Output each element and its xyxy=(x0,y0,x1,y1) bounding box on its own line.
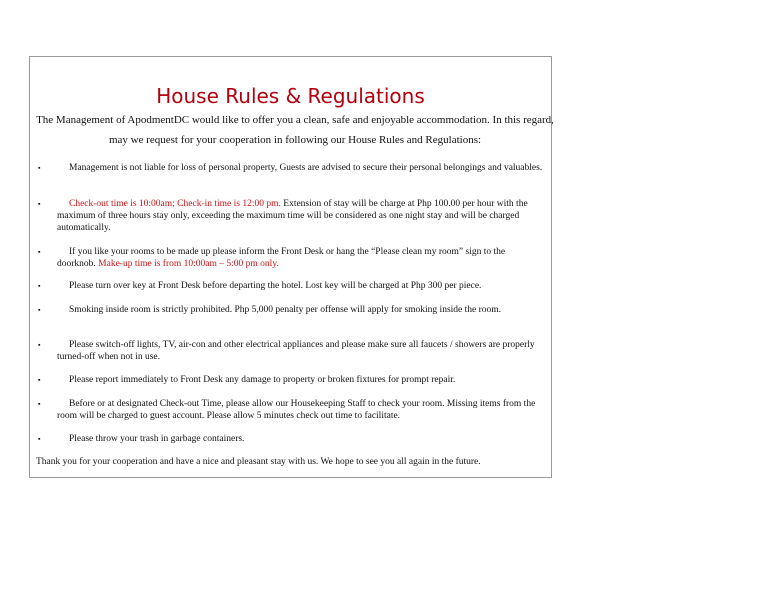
rule-item-9 xyxy=(38,433,546,445)
rule-text xyxy=(57,433,546,445)
bullet-icon: ▪ xyxy=(38,306,41,314)
rule-item-1 xyxy=(38,162,546,174)
rule-body: Please throw your trash in garbage containers. xyxy=(69,434,245,444)
rule-text xyxy=(57,374,546,386)
bullet-icon: ▪ xyxy=(38,435,41,443)
bullet-icon: ▪ xyxy=(38,376,41,384)
bullet-icon: ▪ xyxy=(38,164,41,172)
bullet-icon: ▪ xyxy=(38,248,41,256)
rule-item-5 xyxy=(38,304,546,316)
closing-paragraph: Thank you for your cooperation and have a nice and pleasant stay with us. We hope to see you all again in the future. xyxy=(36,457,481,467)
rule-item-7 xyxy=(38,374,546,386)
bullet-icon: ▪ xyxy=(38,200,41,208)
rule-body: If you like your rooms to be made up please inform the Front Desk or hang the “Please clean my room” sign to the doorknob. xyxy=(57,247,506,270)
rule-body: Please switch-off lights, TV, air-con and other electrical appliances and please make sure all faucets / showers are properly turned-off when not in use. xyxy=(57,340,535,363)
rule-text xyxy=(57,246,546,270)
rule-text xyxy=(57,198,546,235)
bullet-icon: ▪ xyxy=(38,282,41,290)
rule-item-4 xyxy=(38,280,546,292)
rule-text xyxy=(57,304,546,316)
rule-body: Before or at designated Check-out Time, please allow our Housekeeping Staff to check your room. Missing items from the room will be charged to guest account. Please allow 5 minutes check out time to facilitate. xyxy=(57,399,536,422)
bullet-icon: ▪ xyxy=(38,400,41,408)
checkin-times-highlight: Check-out time is 10:00am; Check-in time is 12:00 pm. xyxy=(69,199,281,209)
rule-text xyxy=(57,162,546,174)
rule-text xyxy=(57,280,546,292)
intro-paragraph: The Management of ApodmentDC would like to offer you a clean, safe and enjoyable accommodation. In this regard, may we request for your cooperation in following our House Rules and Regulations: xyxy=(36,114,554,146)
rule-item-6 xyxy=(38,339,546,363)
rule-item-3 xyxy=(38,246,546,270)
rule-text xyxy=(57,398,546,422)
rule-body: Please report immediately to Front Desk any damage to property or broken fixtures for prompt repair. xyxy=(69,375,456,385)
rule-body: Extension of stay will be charge at Php 100.00 per hour with the maximum of three hours stay only, exceeding the maximum time will be considered as one night stay and will be charged automatically. xyxy=(57,199,528,234)
rule-body: Smoking inside room is strictly prohibited. Php 5,000 penalty per offense will apply for smoking inside the room. xyxy=(69,305,502,315)
rule-body: Please turn over key at Front Desk before departing the hotel. Lost key will be charged at Php 300 per piece. xyxy=(69,281,482,291)
makeup-time-highlight: Make-up time is from 10:00am – 5:00 pm only. xyxy=(98,259,279,270)
bullet-icon: ▪ xyxy=(38,341,41,349)
document-title: House Rules & Regulations xyxy=(156,84,425,108)
rule-item-8 xyxy=(38,398,546,422)
rule-body: Management is not liable for loss of personal property, Guests are advised to secure their personal belongings and valuables. xyxy=(69,163,543,173)
rule-item-2 xyxy=(38,198,546,235)
rule-text xyxy=(57,339,546,363)
